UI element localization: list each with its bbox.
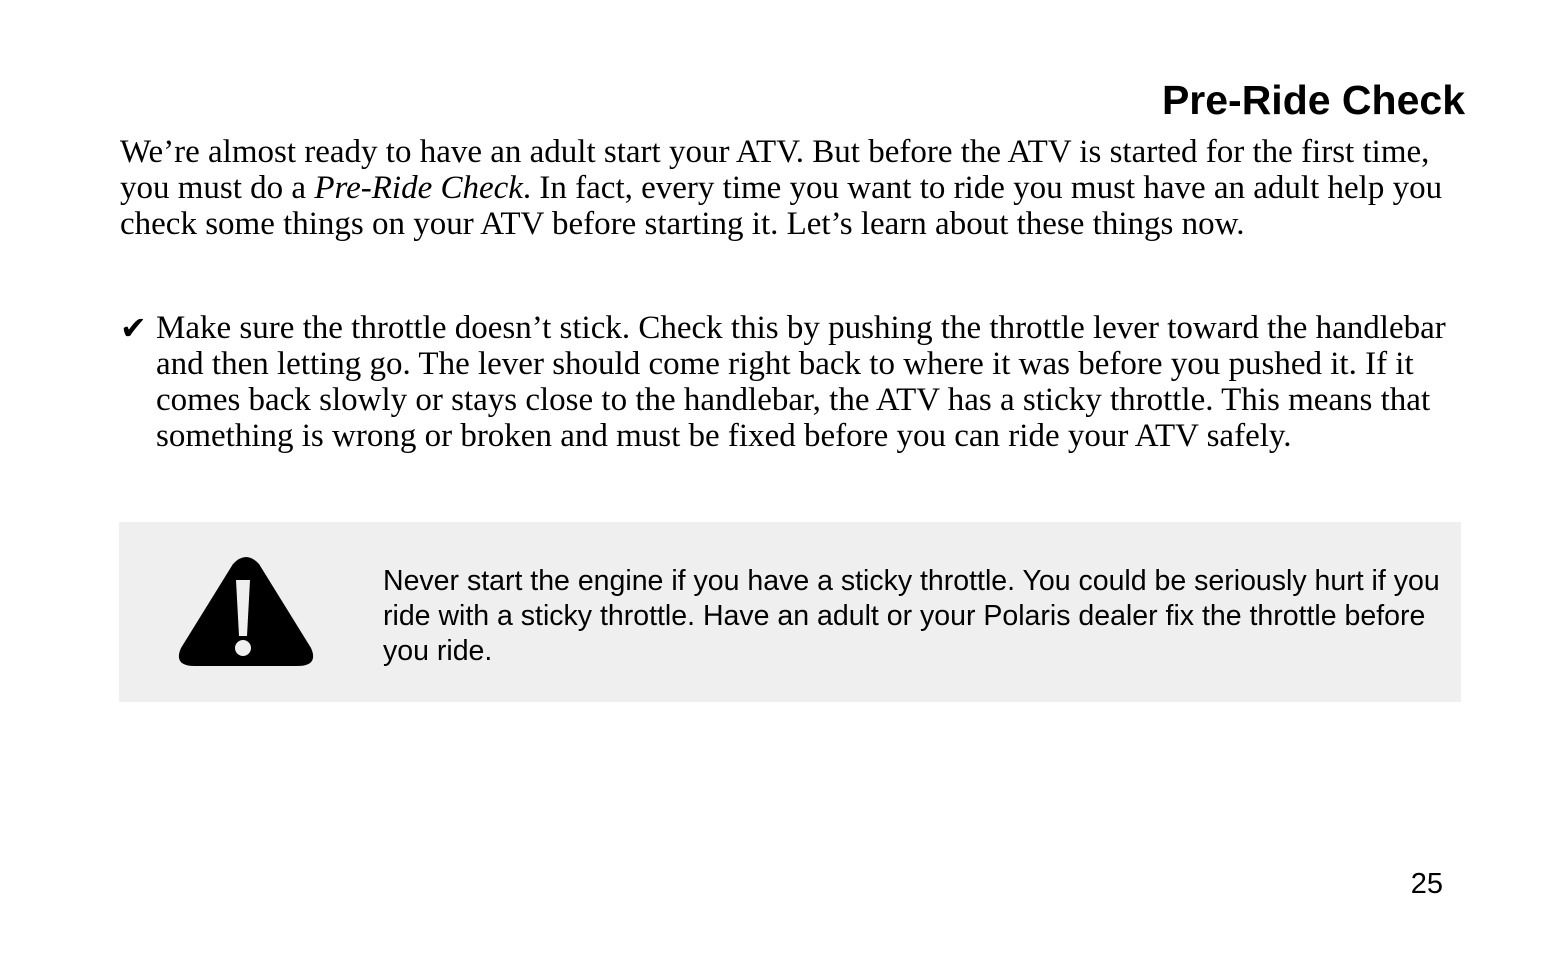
intro-paragraph <box>120 134 1465 242</box>
warning-triangle-icon <box>177 556 315 668</box>
warning-box <box>119 522 1461 702</box>
warning-text: Never start the engine if you have a sticky throttle. You could be seriously hurt if you ride with a sticky throttle. Have an adult or your Polaris dealer fix the throttle before you ride. <box>383 565 1440 667</box>
checklist-item-text: Make sure the throttle doesn’t stick. Check this by pushing the throttle lever toward the handlebar and then letting go. The lever should come right back to where it was before you pushed it. If it comes back slowly or stays close to the handlebar, the ATV has a sticky throttle. This means that something is wrong or broken and must be fixed before you can ride your ATV safely. <box>156 310 1446 454</box>
check-mark-icon: ✔ <box>120 309 147 347</box>
page-number: 25 <box>1410 868 1443 900</box>
page-title: Pre-Ride Check <box>1161 77 1465 123</box>
intro-text-end: . In fact, every time you want to ride you must have an adult help you check some things on your ATV before starting it. Let’s learn about these things now. <box>120 170 1443 242</box>
intro-text-start: We’re almost ready to have an adult start your ATV. But before the ATV is started for the first time, you must do a <box>120 134 1430 206</box>
intro-emphasis: Pre-Ride Check <box>314 170 523 206</box>
checklist-item <box>120 310 1450 454</box>
